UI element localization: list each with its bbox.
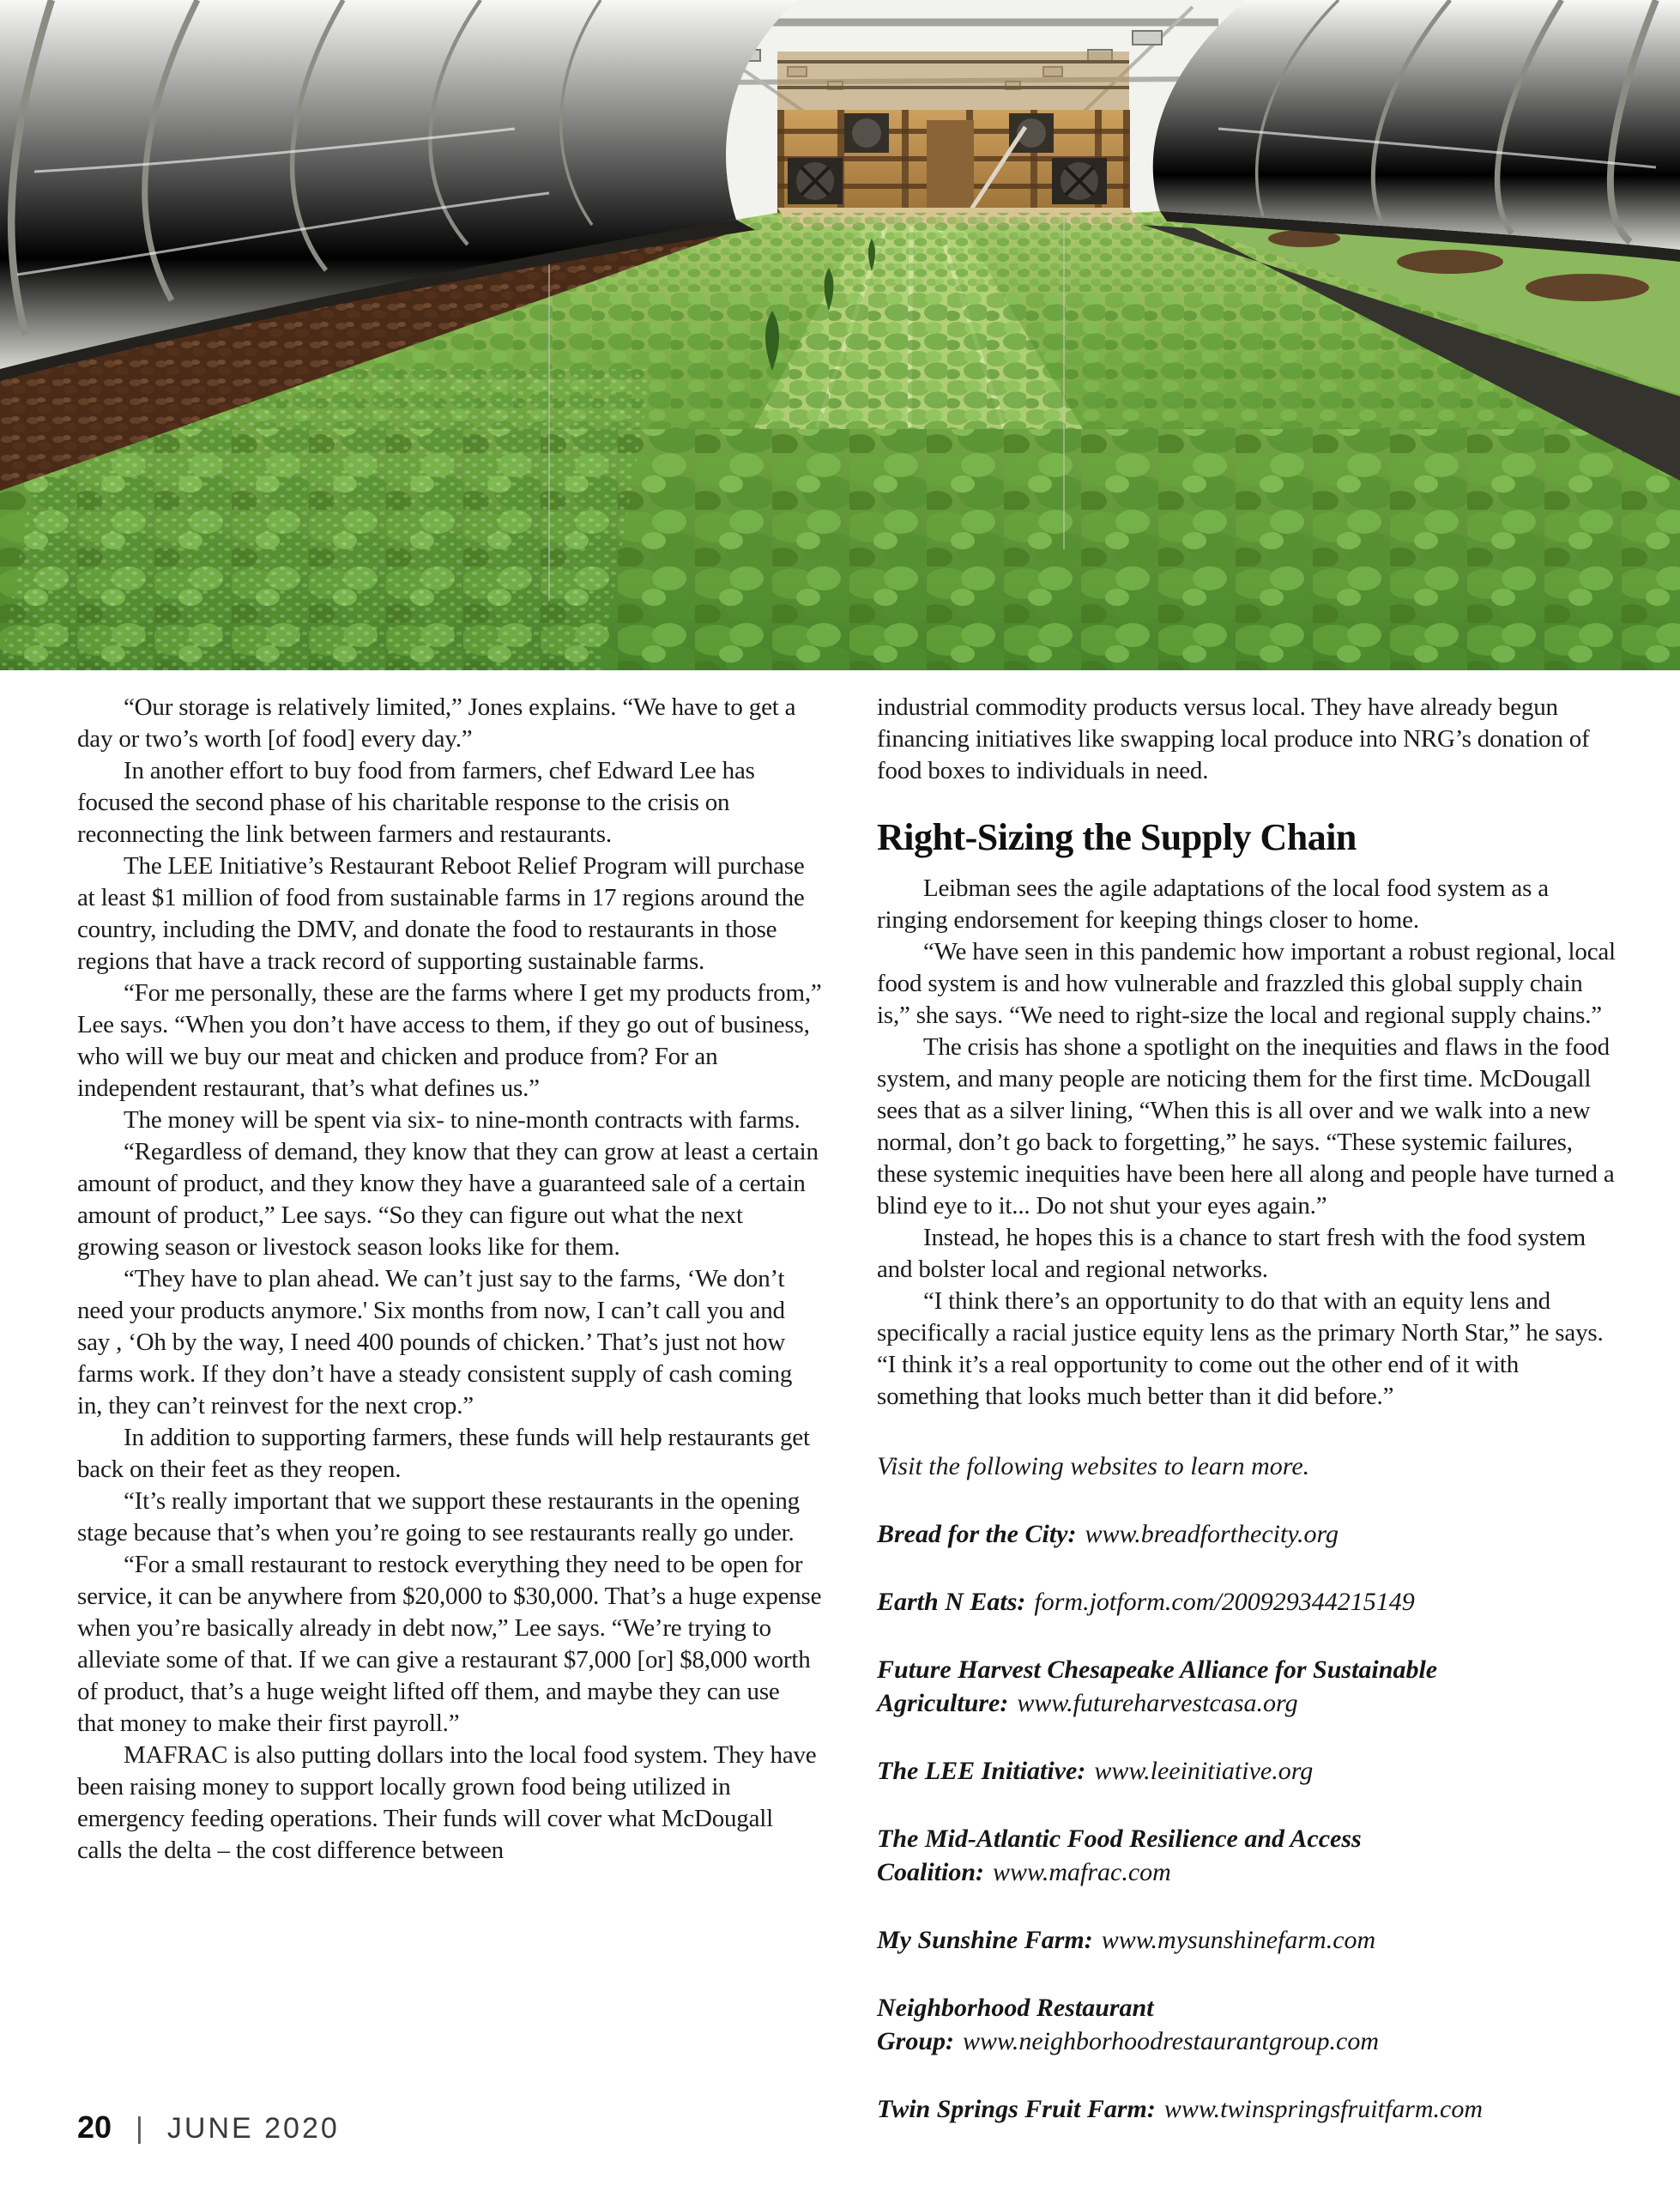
paragraph: The crisis has shone a spotlight on the inequities and flaws in the food system, and many people are noticing them for the first time. McDougall sees that as a silver lining, “When this is all over and we walk into a new normal, don’t go back to forgetting,” he says. “These systemic failures, these systemic inequities have been here all along and people have turned a blind eye to it... Do not shut your eyes again.” <box>877 1033 1615 1220</box>
paragraph: The LEE Initiative’s Restaurant Reboot Relief Program will purchase at least $1 million of food from sustainable farms in 17 regions around the country, including the DMV, and donate the food to restaurants in those regions that have a track record of supporting sustainable farms. <box>77 852 805 975</box>
website-entry <box>877 1822 1622 1889</box>
paragraph: MAFRAC is also putting dollars into the local food system. They have been raising money to support locally grown food being utilized in emergency feeding operations. Their funds will cover what McDougall calls the delta – the cost difference between <box>77 1741 817 1864</box>
website-url: www.leeinitiative.org <box>1094 1757 1314 1785</box>
website-label: The Mid-Atlantic Food Resilience and Access Coalition: <box>877 1825 1362 1886</box>
website-url: www.breadforthecity.org <box>1085 1520 1339 1548</box>
websites-intro: Visit the following websites to learn more. <box>877 1452 1310 1480</box>
paragraph: “They have to plan ahead. We can’t just say to the farms, ‘We don’t need your products anymore.' Six months from now, I can’t call you and say , ‘Oh by the way, I need 400 pounds of chicken.’ That’s just not how farms work. If they don’t have a steady consistent supply of cash coming in, they can’t reinvest for the next crop.” <box>77 1265 793 1419</box>
paragraph: The money will be spent via six- to nine-month contracts with farms. <box>124 1106 801 1134</box>
page-number: 20 <box>77 2109 112 2145</box>
website-url: www.futureharvestcasa.org <box>1017 1689 1298 1717</box>
footer-separator: | <box>136 2112 143 2145</box>
website-entry <box>877 1517 1622 1551</box>
website-label: Bread for the City: <box>877 1520 1077 1548</box>
paragraph: Instead, he hopes this is a chance to start fresh with the food system and bolster local and regional networks. <box>877 1224 1586 1283</box>
paragraph: “I think there’s an opportunity to do that with an equity lens and specifically a racial justice equity lens as the primary North Star,” he says. “I think it’s a real opportunity to come out the other end of it with something that looks much better than it did before.” <box>877 1287 1604 1410</box>
paragraph: “For a small restaurant to restock everything they need to be open for service, it can be anywhere from $20,000 to $30,000. That’s a huge expense when you’re basically already in debt now,” Lee says. “We’re trying to alleviate some of that. If we can give a restaurant $7,000 [or] $8,000 worth of product, that’s a huge weight lifted off them, and maybe they can use that money to make their first payroll.” <box>77 1551 822 1737</box>
website-entry <box>877 1991 1622 2058</box>
end-wall <box>777 51 1129 215</box>
website-entry <box>877 1923 1622 1957</box>
website-url: www.twinspringsfruitfarm.com <box>1163 2095 1484 2123</box>
paragraph: In another effort to buy food from farmers, chef Edward Lee has focused the second phase of his charitable response to the crisis on reconnecting the link between farmers and restaurants. <box>77 757 755 848</box>
website-label: Neighborhood Restaurant Group: <box>877 1994 1154 2055</box>
website-url: www.neighborhoodrestaurantgroup.com <box>963 2027 1380 2055</box>
website-entry <box>877 1754 1622 1788</box>
paragraph: “Regardless of demand, they know that they can grow at least a certain amount of product, and they know they have a guaranteed sale of a certain amount of product,” Lee says. “So they can figure out what the next growing season or livestock season looks like for them. <box>77 1138 819 1261</box>
section-heading: Right-Sizing the Supply Chain <box>877 816 1357 858</box>
website-label: The LEE Initiative: <box>877 1757 1086 1785</box>
website-entry <box>877 2092 1622 2126</box>
page-footer <box>77 2109 340 2146</box>
right-wall <box>1153 0 1680 262</box>
article-left-column <box>77 692 822 1867</box>
paragraph: “Our storage is relatively limited,” Jones explains. “We have to get a day or two’s worth [of food] every day.” <box>77 693 796 753</box>
paragraph: In addition to supporting farmers, these funds will help restaurants get back on their feet as they reopen. <box>77 1424 810 1483</box>
paragraph: “For me personally, these are the farms where I get my products from,” Lee says. “When you don’t have access to them, if they go out of business, who will we buy our meat and chicken and produce from? For an independent restaurant, that’s what defines us.” <box>77 979 822 1102</box>
website-url: form.jotform.com/200929344215149 <box>1034 1588 1415 1616</box>
paragraph: “It’s really important that we support these restaurants in the opening stage because that’s when you’re going to see restaurants really go under. <box>77 1487 800 1546</box>
website-label: Twin Springs Fruit Farm: <box>877 2095 1156 2123</box>
paragraph: “We have seen in this pandemic how important a robust regional, local food system is and how vulnerable and frazzled this global supply chain is,” she says. “We need to right-size the local and regional supply chains.” <box>877 938 1616 1029</box>
website-entry <box>877 1585 1622 1619</box>
article-right-column <box>877 692 1622 2126</box>
website-label: Earth N Eats: <box>877 1588 1026 1616</box>
paragraph: industrial commodity products versus local. They have already begun financing initiatives like swapping local produce into NRG’s donation of food boxes to individuals in need. <box>877 693 1590 784</box>
website-label: Future Harvest Chesapeake Alliance for Sustainable Agriculture: <box>877 1655 1438 1717</box>
website-url: www.mysunshinefarm.com <box>1101 1926 1376 1954</box>
website-label: My Sunshine Farm: <box>877 1926 1093 1954</box>
issue-date: JUNE 2020 <box>166 2112 340 2145</box>
website-url: www.mafrac.com <box>993 1858 1171 1886</box>
paragraph: Leibman sees the agile adaptations of the local food system as a ringing endorsement for keeping things closer to home. <box>877 875 1549 934</box>
greenhouse-photo <box>0 0 1680 670</box>
website-entry <box>877 1653 1622 1720</box>
greenhouse-photo-illustration <box>0 0 1680 670</box>
